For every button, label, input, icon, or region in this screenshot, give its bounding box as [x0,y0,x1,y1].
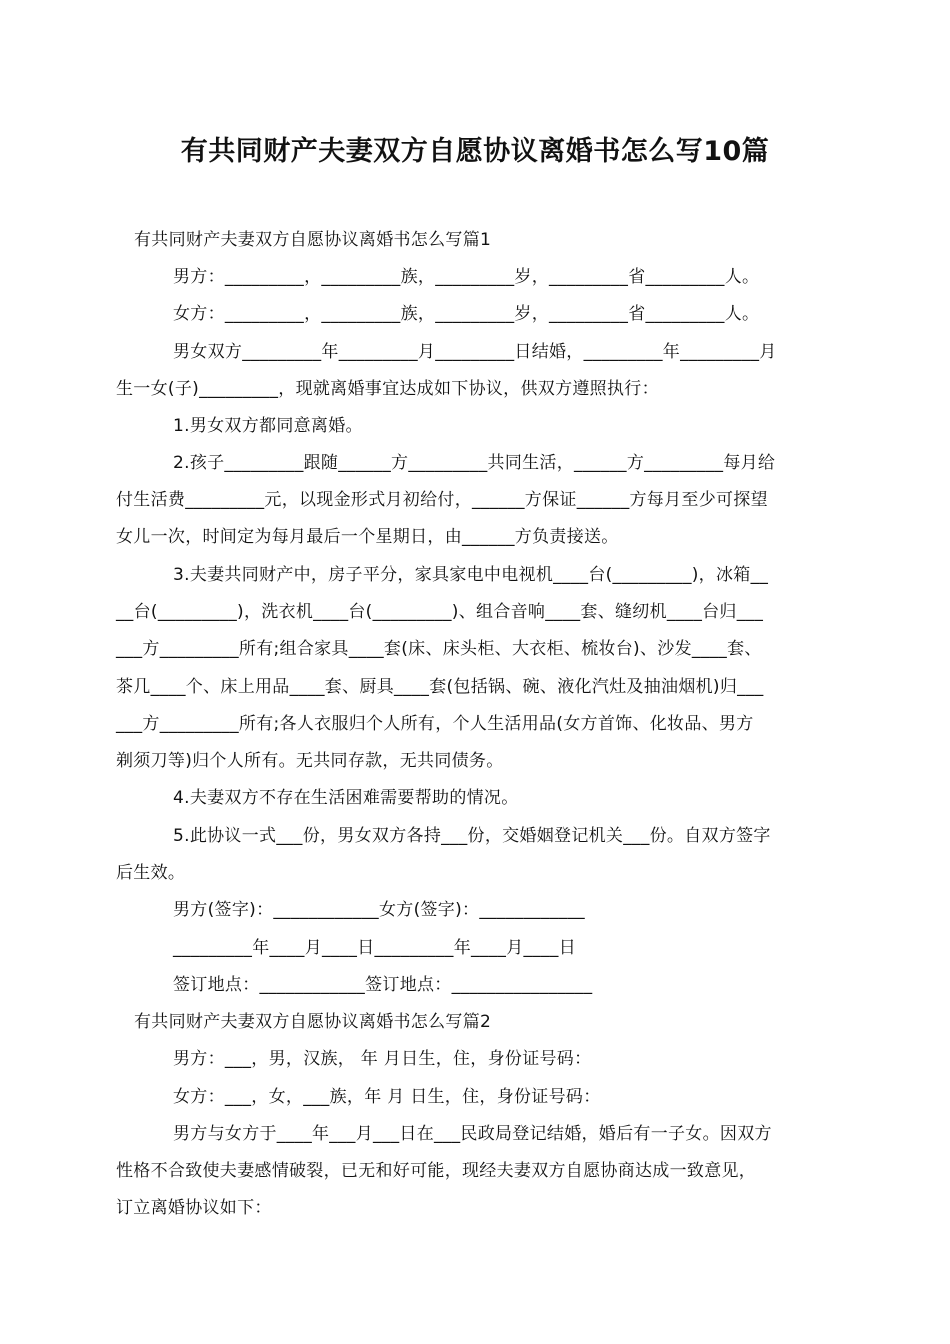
paragraph-line: 男女双方_________年_________月_________日结婚，_________年_________月 [173,342,777,362]
paragraph-line: 4.夫妻双方不存在生活困难需要帮助的情况。 [173,788,519,808]
paragraph-line: 订立离婚协议如下： [116,1198,272,1218]
paragraph-line: 付生活费_________元，以现金形式月初给付，______方保证______方每月至少可探望 [116,490,768,510]
paragraph-line: 5.此协议一式___份，男女双方各持___份，交婚姻登记机关___份。自双方签字 [173,826,771,846]
paragraph-line: 后生效。 [116,863,186,883]
paragraph-line: 男方：___，男，汉族， 年 月日生，住，身份证号码： [173,1049,592,1069]
paragraph-line: 女儿一次，时间定为每月最后一个星期日，由______方负责接送。 [116,527,619,547]
paragraph-line: 女方：___，女，___族，年 月 日生，住，身份证号码： [173,1087,601,1107]
paragraph-line: 女方：_________，_________族，_________岁，_________省_________人。 [173,304,760,324]
paragraph-line: 2.孩子_________跟随______方_________共同生活，______方_________每月给 [173,453,776,473]
section-heading-1: 有共同财产夫妻双方自愿协议离婚书怎么写篇1 [134,230,492,250]
paragraph-line: 茶几____个、床上用品____套、厨具____套(包括锅、碗、液化汽灶及抽油烟机)归___ [116,677,764,697]
date-line: _________年____月____日_________年____月____日 [173,938,576,958]
paragraph-line: 生一女(子)_________，现就离婚事宜达成如下协议，供双方遵照执行： [116,379,659,399]
paragraph-line: __台(_________)，洗衣机____台(_________)、组合音响____套、缝纫机____台归___ [116,602,764,622]
paragraph-line: ___方_________所有;组合家具____套(床、床头柜、大衣柜、梳妆台)、沙发____套、 [116,639,762,659]
section-heading-2: 有共同财产夫妻双方自愿协议离婚书怎么写篇2 [134,1012,492,1032]
location-line: 签订地点：____________签订地点：________________ [173,975,593,995]
document-title: 有共同财产夫妻双方自愿协议离婚书怎么写10篇 [180,136,770,167]
paragraph-line: ___方_________所有;各人衣服归个人所有，个人生活用品(女方首饰、化妆品、男方 [116,714,754,734]
paragraph-line: 1.男女双方都同意离婚。 [173,416,363,436]
paragraph-line: 剃须刀等)归个人所有。无共同存款，无共同债务。 [116,751,504,771]
paragraph-line: 3.夫妻共同财产中，房子平分，家具家电中电视机____台(_________)，冰箱__ [173,565,769,585]
paragraph-line: 男方：_________，_________族，_________岁，_________省_________人。 [173,267,760,287]
paragraph-line: 男方与女方于____年___月___日在___民政局登记结婚，婚后有一子女。因双方 [173,1124,772,1144]
paragraph-line: 性格不合致使夫妻感情破裂，已无和好可能，现经夫妻双方自愿协商达成一致意见， [116,1161,757,1181]
signature-line: 男方(签字)：____________女方(签字)：____________ [173,900,585,920]
